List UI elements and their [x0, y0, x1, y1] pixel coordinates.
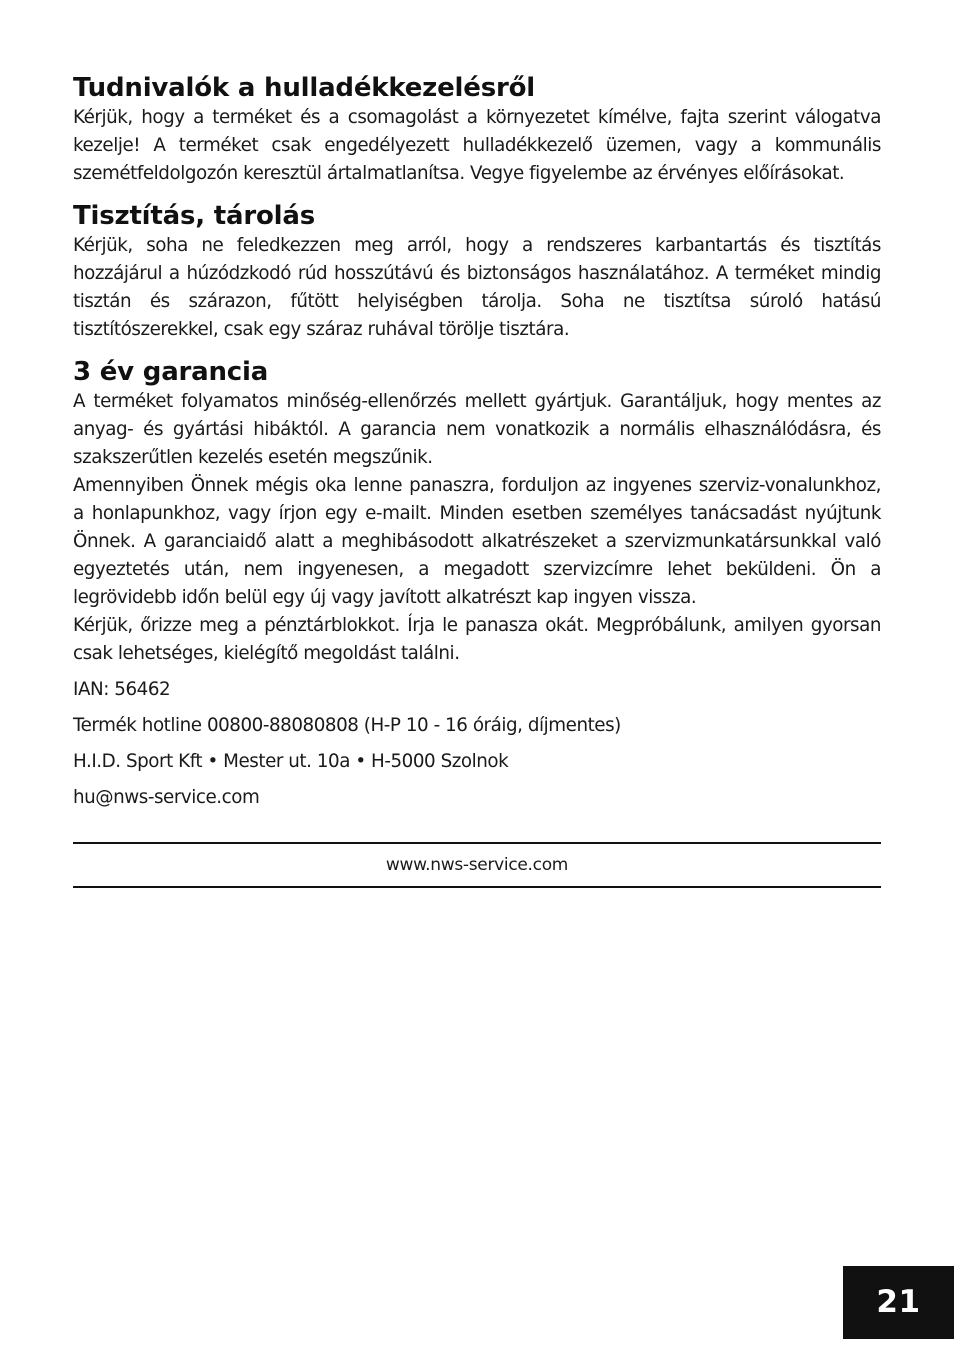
footer-website: www.nws-service.com	[385, 855, 569, 875]
footer-divider-bottom	[73, 886, 881, 888]
page-content	[73, 72, 881, 812]
ian-number: IAN: 56462	[73, 679, 171, 700]
warranty-paragraph-1: A terméket folyamatos minőség-ellenőrzés mellett gyártjuk. Garantáljuk, hogy mentes az anyag- és gyártási hibáktól. A garancia nem vonatkozik a normális elhasználódásra, és szakszerűtlen kezelés esetén megszűnik.	[73, 391, 881, 468]
company-address: H.I.D. Sport Kft • Mester ut. 10a • H-5000 Szolnok	[73, 751, 509, 772]
section-heading-cleaning: Tisztítás, tárolás	[73, 201, 315, 231]
warranty-paragraph-3: Kérjük, őrizze meg a pénztárblokkot. Írja le panasza okát. Megpróbálunk, amilyen gyorsan csak lehetséges, kielégítő megoldást találni.	[73, 615, 881, 664]
hotline-text: Termék hotline 00800-88080808 (H-P 10 - 16 óráig, díjmentes)	[73, 715, 621, 736]
cleaning-paragraph: Kérjük, soha ne feledkezzen meg arról, hogy a rendszeres karbantartás és tisztítás hozzájárul a húzódzkodó rúd hosszútávú és biztonságos használatához. A terméket mindig tisztán és szárazon, fűtött helyiségben tárolja. Soha ne tisztítsa súroló hatású tisztítószerekkel, csak egy száraz ruhával törölje tisztára.	[73, 235, 881, 340]
warranty-paragraph-2: Amennyiben Önnek mégis oka lenne panaszra, forduljon az ingyenes szerviz-vonalunkhoz, a honlapunkhoz, vagy írjon egy e-mailt. Minden esetben személyes tanácsadást nyújtunk Önnek. A garanciaidő alatt a meghibásodott alkatrészeket a szervizmunkatársunkkal való egyeztetés után, nem ingyenesen, a megadott szervizcímre lehet beküldeni. Ön a legrövidebb időn belül egy új vagy javított alkatrészt kap ingyen vissza.	[73, 475, 881, 608]
section-heading-warranty: 3 év garancia	[73, 357, 269, 387]
footer-divider-top	[73, 842, 881, 844]
disposal-paragraph: Kérjük, hogy a terméket és a csomagolást a környezetet kímélve, fajta szerint válogatva kezelje! A terméket csak engedélyezett hulladékkezelő üzemen, vagy a kommunális szemétfeldolgozón keresztül ártalmatlanítsa. Vegye figyelembe az érvényes előírásokat.	[73, 107, 881, 184]
section-heading-disposal: Tudnivalók a hulladékkezelésről	[73, 73, 535, 103]
page-number-badge: 21	[843, 1266, 954, 1339]
email-address: hu@nws-service.com	[73, 787, 260, 808]
